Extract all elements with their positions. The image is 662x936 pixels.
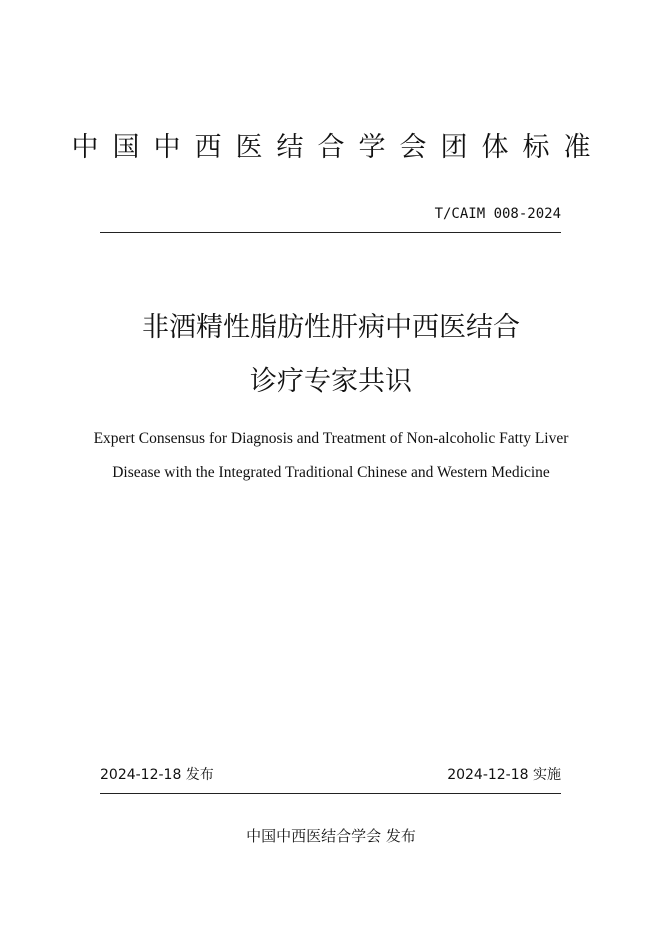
chinese-title-line-2: 诊疗专家共识: [250, 366, 412, 397]
bottom-divider: [100, 793, 561, 794]
standard-number: T/CAIM 008-2024: [434, 206, 561, 222]
english-title-line-2: Disease with the Integrated Traditional Chinese and Western Medicine: [112, 464, 550, 481]
top-divider: [100, 232, 561, 233]
english-title-line-1: Expert Consensus for Diagnosis and Treatment of Non-alcoholic Fatty Liver: [93, 430, 569, 447]
organization-standard-heading: 中国中西医结合学会团体标准: [71, 132, 605, 163]
publisher-line: 中国中西医结合学会 发布: [246, 827, 416, 845]
implementation-date: 2024-12-18 实施: [447, 767, 561, 783]
issue-date: 2024-12-18 发布: [100, 767, 214, 783]
chinese-title-line-1: 非酒精性脂肪性肝病中西医结合: [142, 312, 520, 343]
